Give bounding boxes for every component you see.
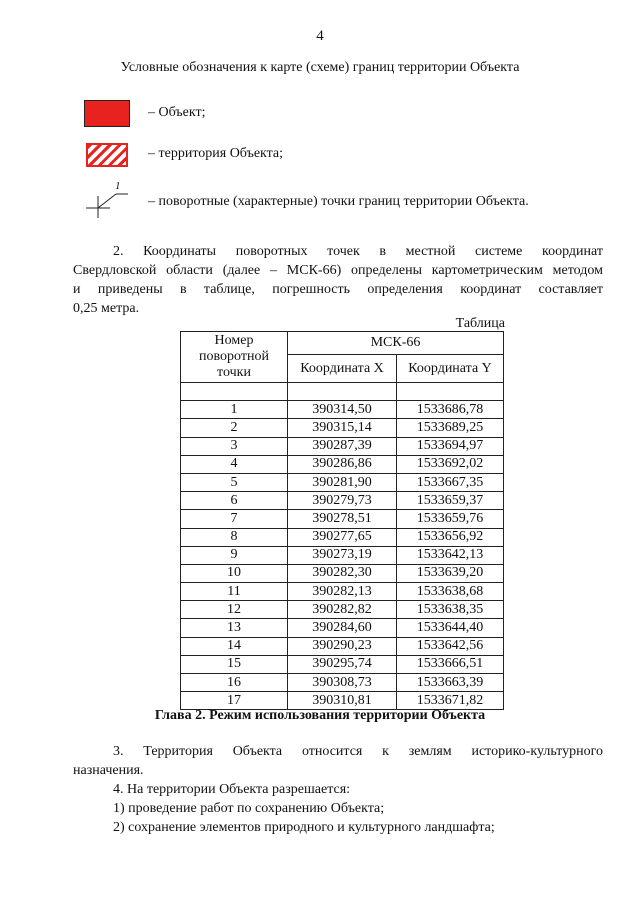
header-coordinate-x: Координата X <box>288 355 397 383</box>
table-row <box>181 437 504 455</box>
coordinate-x-cell: 390287,39 <box>288 437 397 455</box>
point-number-cell: 3 <box>181 437 288 455</box>
point-number-cell: 5 <box>181 473 288 491</box>
coordinate-y-cell: 1533659,37 <box>397 492 504 510</box>
point-number-cell: 14 <box>181 637 288 655</box>
table-row <box>181 601 504 619</box>
coordinate-x-cell: 390286,86 <box>288 455 397 473</box>
header-point-number: Номер поворотной точки <box>181 332 288 383</box>
point-number-cell: 6 <box>181 492 288 510</box>
point-number-cell: 16 <box>181 674 288 692</box>
point-number-cell: 1 <box>181 401 288 419</box>
coordinate-y-cell: 1533656,92 <box>397 528 504 546</box>
point-number-label: 1 <box>115 180 121 192</box>
point-number-cell: 7 <box>181 510 288 528</box>
list-item: 1) проведение работ по сохранению Объекта; <box>113 801 385 816</box>
point-number-cell: 11 <box>181 583 288 601</box>
table-row <box>181 455 504 473</box>
coordinate-y-cell: 1533671,82 <box>397 692 504 710</box>
point-number-cell: 2 <box>181 419 288 437</box>
point-number-cell: 15 <box>181 655 288 673</box>
coordinate-y-cell: 1533644,40 <box>397 619 504 637</box>
point-number-cell: 9 <box>181 546 288 564</box>
coordinate-y-cell: 1533666,51 <box>397 655 504 673</box>
point-number-cell: 17 <box>181 692 288 710</box>
table-row <box>181 619 504 637</box>
coordinate-y-cell: 1533667,35 <box>397 473 504 491</box>
territory-hatch-symbol <box>86 143 128 167</box>
coordinate-x-cell: 390284,60 <box>288 619 397 637</box>
coordinate-y-cell: 1533642,56 <box>397 637 504 655</box>
table-row <box>181 510 504 528</box>
paragraph-line: назначения. <box>73 763 144 778</box>
chapter-title: Глава 2. Режим использования территории Объекта <box>154 708 486 723</box>
table-row <box>181 401 504 419</box>
coordinate-x-cell: 390290,23 <box>288 637 397 655</box>
paragraph-line: 0,25 метра. <box>73 301 140 316</box>
table-row <box>181 546 504 564</box>
table-row <box>181 637 504 655</box>
coordinate-y-cell: 1533686,78 <box>397 401 504 419</box>
header-spacer <box>397 383 504 401</box>
coordinate-x-cell: 390282,82 <box>288 601 397 619</box>
coordinate-x-cell: 390308,73 <box>288 674 397 692</box>
object-symbol <box>84 100 130 127</box>
table-row <box>181 674 504 692</box>
coordinate-y-cell: 1533639,20 <box>397 564 504 582</box>
table-row <box>181 655 504 673</box>
paragraph-line: Свердловской области (далее – МСК-66) определены картометрическим методом <box>73 263 603 278</box>
point-number-cell: 10 <box>181 564 288 582</box>
table-row <box>181 419 504 437</box>
paragraph-line: 3. Территория Объекта относится к землям историко-культурного <box>113 744 603 759</box>
coordinate-y-cell: 1533694,97 <box>397 437 504 455</box>
table-caption: Таблица <box>455 316 505 331</box>
coordinate-y-cell: 1533638,35 <box>397 601 504 619</box>
table-row <box>181 564 504 582</box>
table-row <box>181 583 504 601</box>
paragraph-line: 2. Координаты поворотных точек в местной системе координат <box>113 244 603 259</box>
coordinate-x-cell: 390282,30 <box>288 564 397 582</box>
coordinate-x-cell: 390295,74 <box>288 655 397 673</box>
coordinate-y-cell: 1533663,39 <box>397 674 504 692</box>
point-number-cell: 12 <box>181 601 288 619</box>
coordinate-x-cell: 390277,65 <box>288 528 397 546</box>
coordinate-y-cell: 1533689,25 <box>397 419 504 437</box>
coordinate-x-cell: 390279,73 <box>288 492 397 510</box>
header-coordinate-system: МСК-66 <box>288 332 504 355</box>
coordinate-y-cell: 1533659,76 <box>397 510 504 528</box>
coordinate-x-cell: 390310,81 <box>288 692 397 710</box>
coordinate-x-cell: 390315,14 <box>288 419 397 437</box>
legend-label-territory: – территория Объекта; <box>148 146 284 161</box>
coordinate-x-cell: 390273,19 <box>288 546 397 564</box>
table-row <box>181 528 504 546</box>
coordinate-y-cell: 1533638,68 <box>397 583 504 601</box>
list-item: 2) сохранение элементов природного и культурного ландшафта; <box>113 820 495 835</box>
paragraph-line: 4. На территории Объекта разрешается: <box>113 782 351 797</box>
header-spacer <box>181 383 288 401</box>
table-row <box>181 473 504 491</box>
paragraph-allowed-activities <box>73 780 603 837</box>
coordinates-table <box>180 331 504 710</box>
point-number-cell: 4 <box>181 455 288 473</box>
turning-point-icon <box>84 182 132 218</box>
legend-label-turning-points: – поворотные (характерные) точки границ территории Объекта. <box>148 194 529 209</box>
header-spacer <box>288 383 397 401</box>
coordinate-y-cell: 1533692,02 <box>397 455 504 473</box>
page-number: 4 <box>316 28 324 44</box>
coordinate-x-cell: 390282,13 <box>288 583 397 601</box>
point-number-cell: 8 <box>181 528 288 546</box>
table-row <box>181 492 504 510</box>
coordinate-y-cell: 1533642,13 <box>397 546 504 564</box>
point-number-cell: 13 <box>181 619 288 637</box>
coordinate-x-cell: 390314,50 <box>288 401 397 419</box>
paragraph-land-category <box>73 742 603 780</box>
paragraph-coordinates <box>73 242 603 318</box>
legend-label-object: – Объект; <box>148 105 206 120</box>
paragraph-line: и приведены в таблице, погрешность определения координат составляет <box>73 282 603 297</box>
coordinate-x-cell: 390278,51 <box>288 510 397 528</box>
legend-title: Условные обозначения к карте (схеме) границ территории Объекта <box>120 60 520 75</box>
coordinate-x-cell: 390281,90 <box>288 473 397 491</box>
header-coordinate-y: Координата Y <box>397 355 504 383</box>
